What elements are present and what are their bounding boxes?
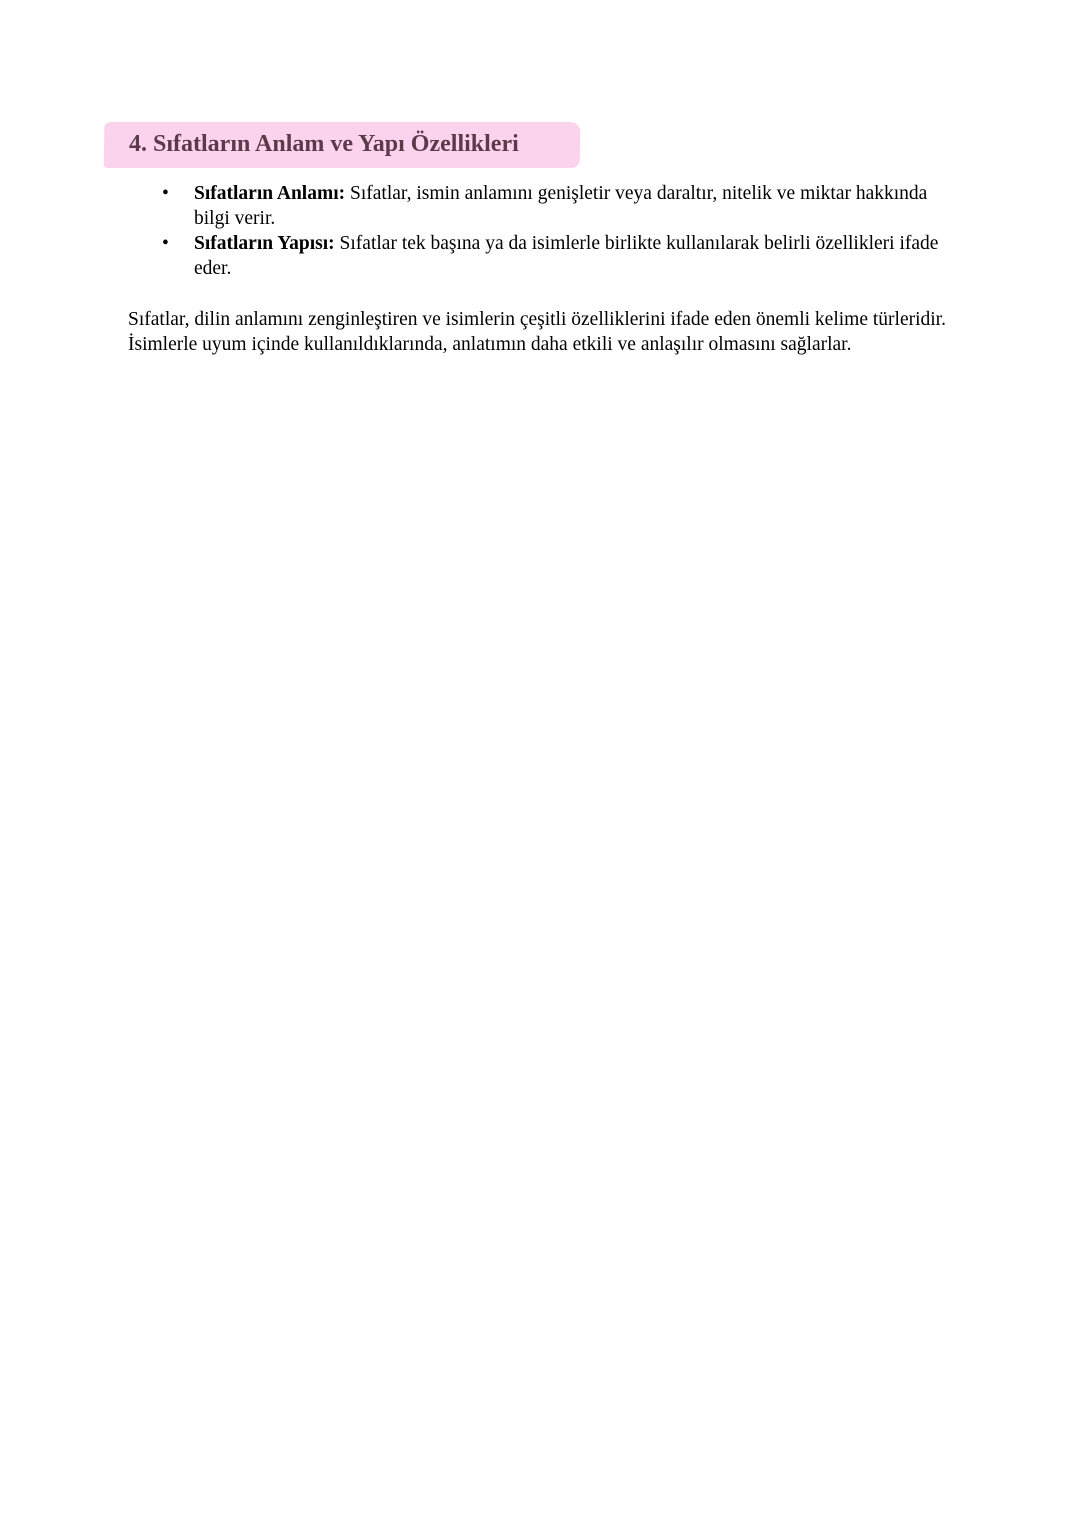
- section-heading: 4. Sıfatların Anlam ve Yapı Özellikleri: [129, 131, 519, 157]
- bullet-list: [0, 181, 1080, 281]
- section-heading-block: [104, 122, 580, 168]
- bullet-text: Sıfatlar, ismin anlamını genişletir veya daraltır, nitelik ve miktar hakkında bilgi verir.: [194, 183, 928, 229]
- bullet-term: Sıfatların Anlamı:: [194, 183, 346, 204]
- bullet-item-structure: [0, 231, 954, 281]
- bullet-icon: •: [162, 233, 169, 254]
- summary-paragraph: Sıfatlar, dilin anlamını zenginleştiren ve isimlerin çeşitli özelliklerini ifade eden önemli kelime türleridir. İsimlerle uyum içinde kullanıldıklarında, anlatımın daha etkili ve anlaşılır olmasını sağlarlar.: [128, 309, 946, 355]
- bullet-text: Sıfatlar tek başına ya da isimlerle birlikte kullanılarak belirli özellikleri ifade eder.: [194, 233, 939, 279]
- bullet-term: Sıfatların Yapısı:: [194, 233, 335, 254]
- bullet-item-meaning: [0, 181, 954, 231]
- bullet-icon: •: [162, 183, 169, 204]
